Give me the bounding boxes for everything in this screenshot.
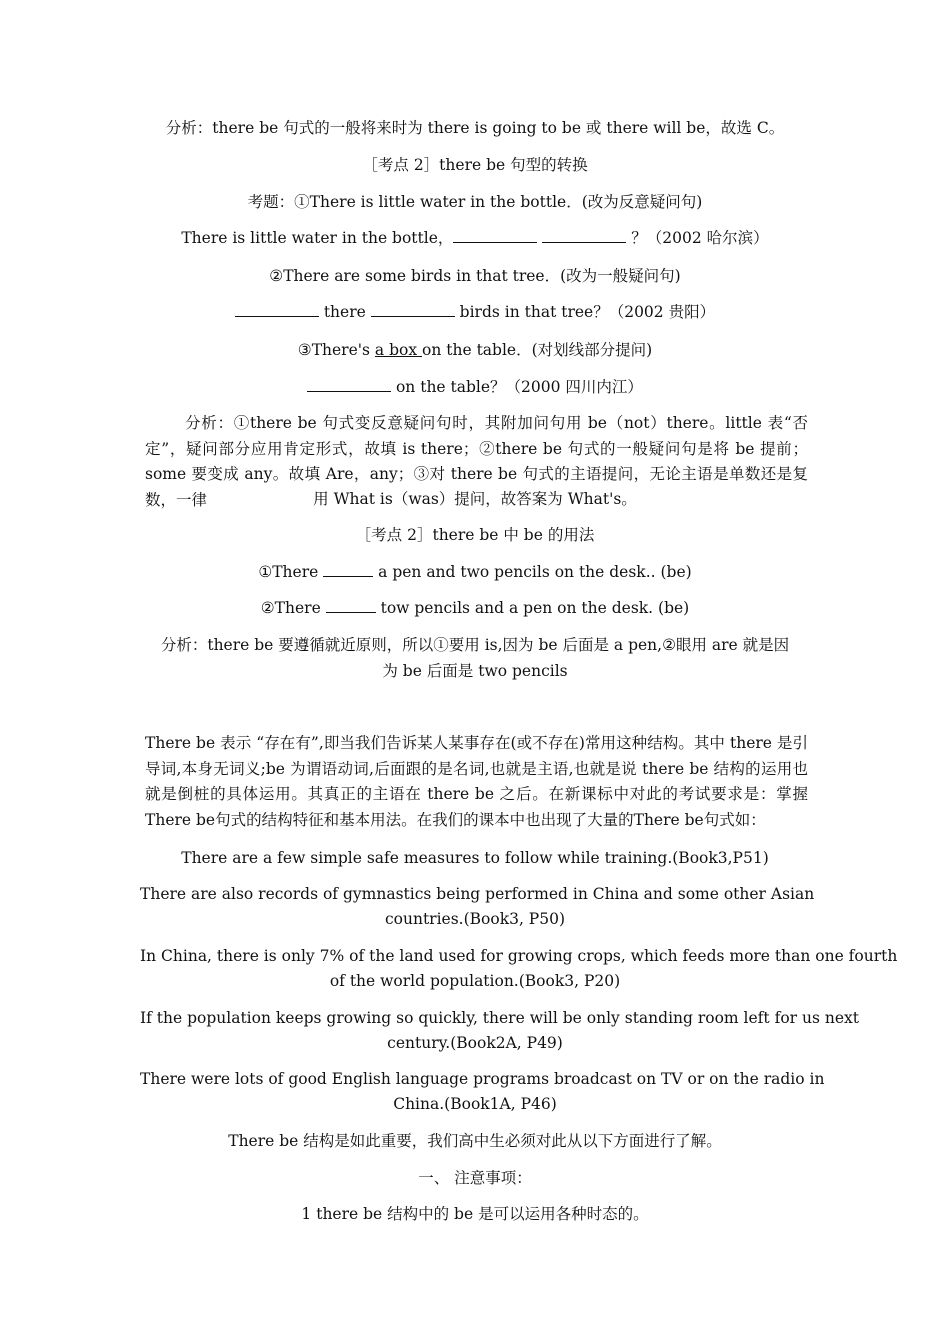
intro-paragraph: There be 表示 “存在有”,即当我们告诉某人某事存在(或不存在)常用这种结构。其中 there 是引导词,本身无词义;be 为谓语动词,后面跟的是名词,也就是主语,也就是说 there be 结构的运用也就是倒桩的具体运用。其真正的主语在 there be 之后。在新课标中对此的考试要求是：掌握There be句式的结构特征和基本用法。在我们的课本中也出现了大量的There be句式如： [145, 734, 808, 829]
example-sentence-continuation: China.(Book1A, P46) [393, 1095, 557, 1113]
question-1-prompt: 考题：①There is little water in the bottle．(改为反意疑问句) [247, 193, 703, 211]
analysis-paragraph: 分析：①there be 句式变反意疑问句时，其附加问句用 be（not）there。little 表“否定”，疑问部分应用肯定形式，故填 is there；②there be 句式的一般疑问句是将 be 提前；some 要变成 any。故填 Are，any；③对 there be 句式的主语提问，无论主语是单数还是复数，一律 [145, 414, 808, 509]
exercise-2-suffix: tow pencils and a pen on the desk. (be) [375, 599, 690, 617]
closing-statement: There be 结构是如此重要，我们高中生必须对此从以下方面进行了解。 [228, 1132, 722, 1150]
note-point-1: 1 there be 结构中的 be 是可以运用各种时态的。 [301, 1205, 649, 1223]
heading-exam-point-be-usage: ［考点 2］there be 中 be 的用法 [355, 526, 595, 544]
exercise-1-prefix: ①There [258, 563, 324, 581]
question-3-suffix: on the table．(对划线部分提问) [422, 341, 653, 359]
section-heading-notes: 一、 注意事项： [418, 1169, 532, 1187]
answer-blank[interactable] [326, 598, 376, 613]
answer-blank[interactable] [323, 562, 373, 577]
analysis-paragraph-last-line: 用 What is（was）提问，故答案为 What's。 [313, 490, 637, 508]
question-3-answer-line [140, 375, 810, 400]
question-1-answer-prefix: There is little water in the bottle， [181, 229, 454, 247]
analysis-line-future: 分析：there be 句式的一般将来时为 there is going to be 或 there will be，故选 C。 [165, 119, 785, 137]
example-sentence-continuation: century.(Book2A, P49) [387, 1034, 563, 1052]
example-sentence: If the population keeps growing so quickly, there will be only standing room left for us next [140, 1009, 859, 1027]
question-2-suffix: birds in that tree？（2002 贵阳） [454, 303, 716, 321]
answer-blank[interactable] [235, 302, 319, 317]
answer-blank[interactable] [371, 302, 455, 317]
question-2-mid-text: there [318, 303, 371, 321]
example-sentence-continuation: countries.(Book3, P50) [384, 910, 566, 928]
question-3-prefix: ③There's [297, 341, 375, 359]
example-sentence: There are a few simple safe measures to follow while training.(Book3,P51) [181, 849, 769, 867]
answer-blank[interactable] [542, 228, 626, 243]
exercise-1-suffix: a pen and two pencils on the desk.. (be) [373, 563, 692, 581]
question-2-prompt: ②There are some birds in that tree．(改为一般疑问句) [269, 267, 681, 285]
question-3-prompt [140, 338, 810, 363]
answer-blank[interactable] [453, 228, 537, 243]
question-1-answer-line [140, 226, 810, 251]
exercise-1 [140, 560, 810, 585]
example-sentence-continuation: of the world population.(Book3, P20) [329, 972, 621, 990]
heading-exam-point-transform: ［考点 2］there be 句型的转换 [362, 156, 588, 174]
answer-blank[interactable] [307, 377, 391, 392]
example-sentence: There are also records of gymnastics being performed in China and some other Asian [140, 885, 815, 903]
question-1-answer-suffix: ？（2002 哈尔滨） [626, 229, 769, 247]
exercise-2-prefix: ②There [260, 599, 326, 617]
example-sentence: In China, there is only 7% of the land used for growing crops, which feeds more than one fourth [140, 947, 898, 965]
question-3-answer-suffix: on the table？（2000 四川内江） [391, 378, 643, 396]
exercise-2 [140, 596, 810, 621]
analysis-nearest-principle-line1: 分析：there be 要遵循就近原则，所以①要用 is,因为 be 后面是 a pen,②眼用 are 就是因 [160, 636, 790, 654]
example-sentence: There were lots of good English language programs broadcast on TV or on the radio in [140, 1070, 825, 1088]
analysis-nearest-principle-line2: 为 be 后面是 two pencils [382, 662, 568, 680]
question-3-underlined-phrase: a box [374, 341, 423, 359]
question-2-answer-line [140, 300, 810, 325]
